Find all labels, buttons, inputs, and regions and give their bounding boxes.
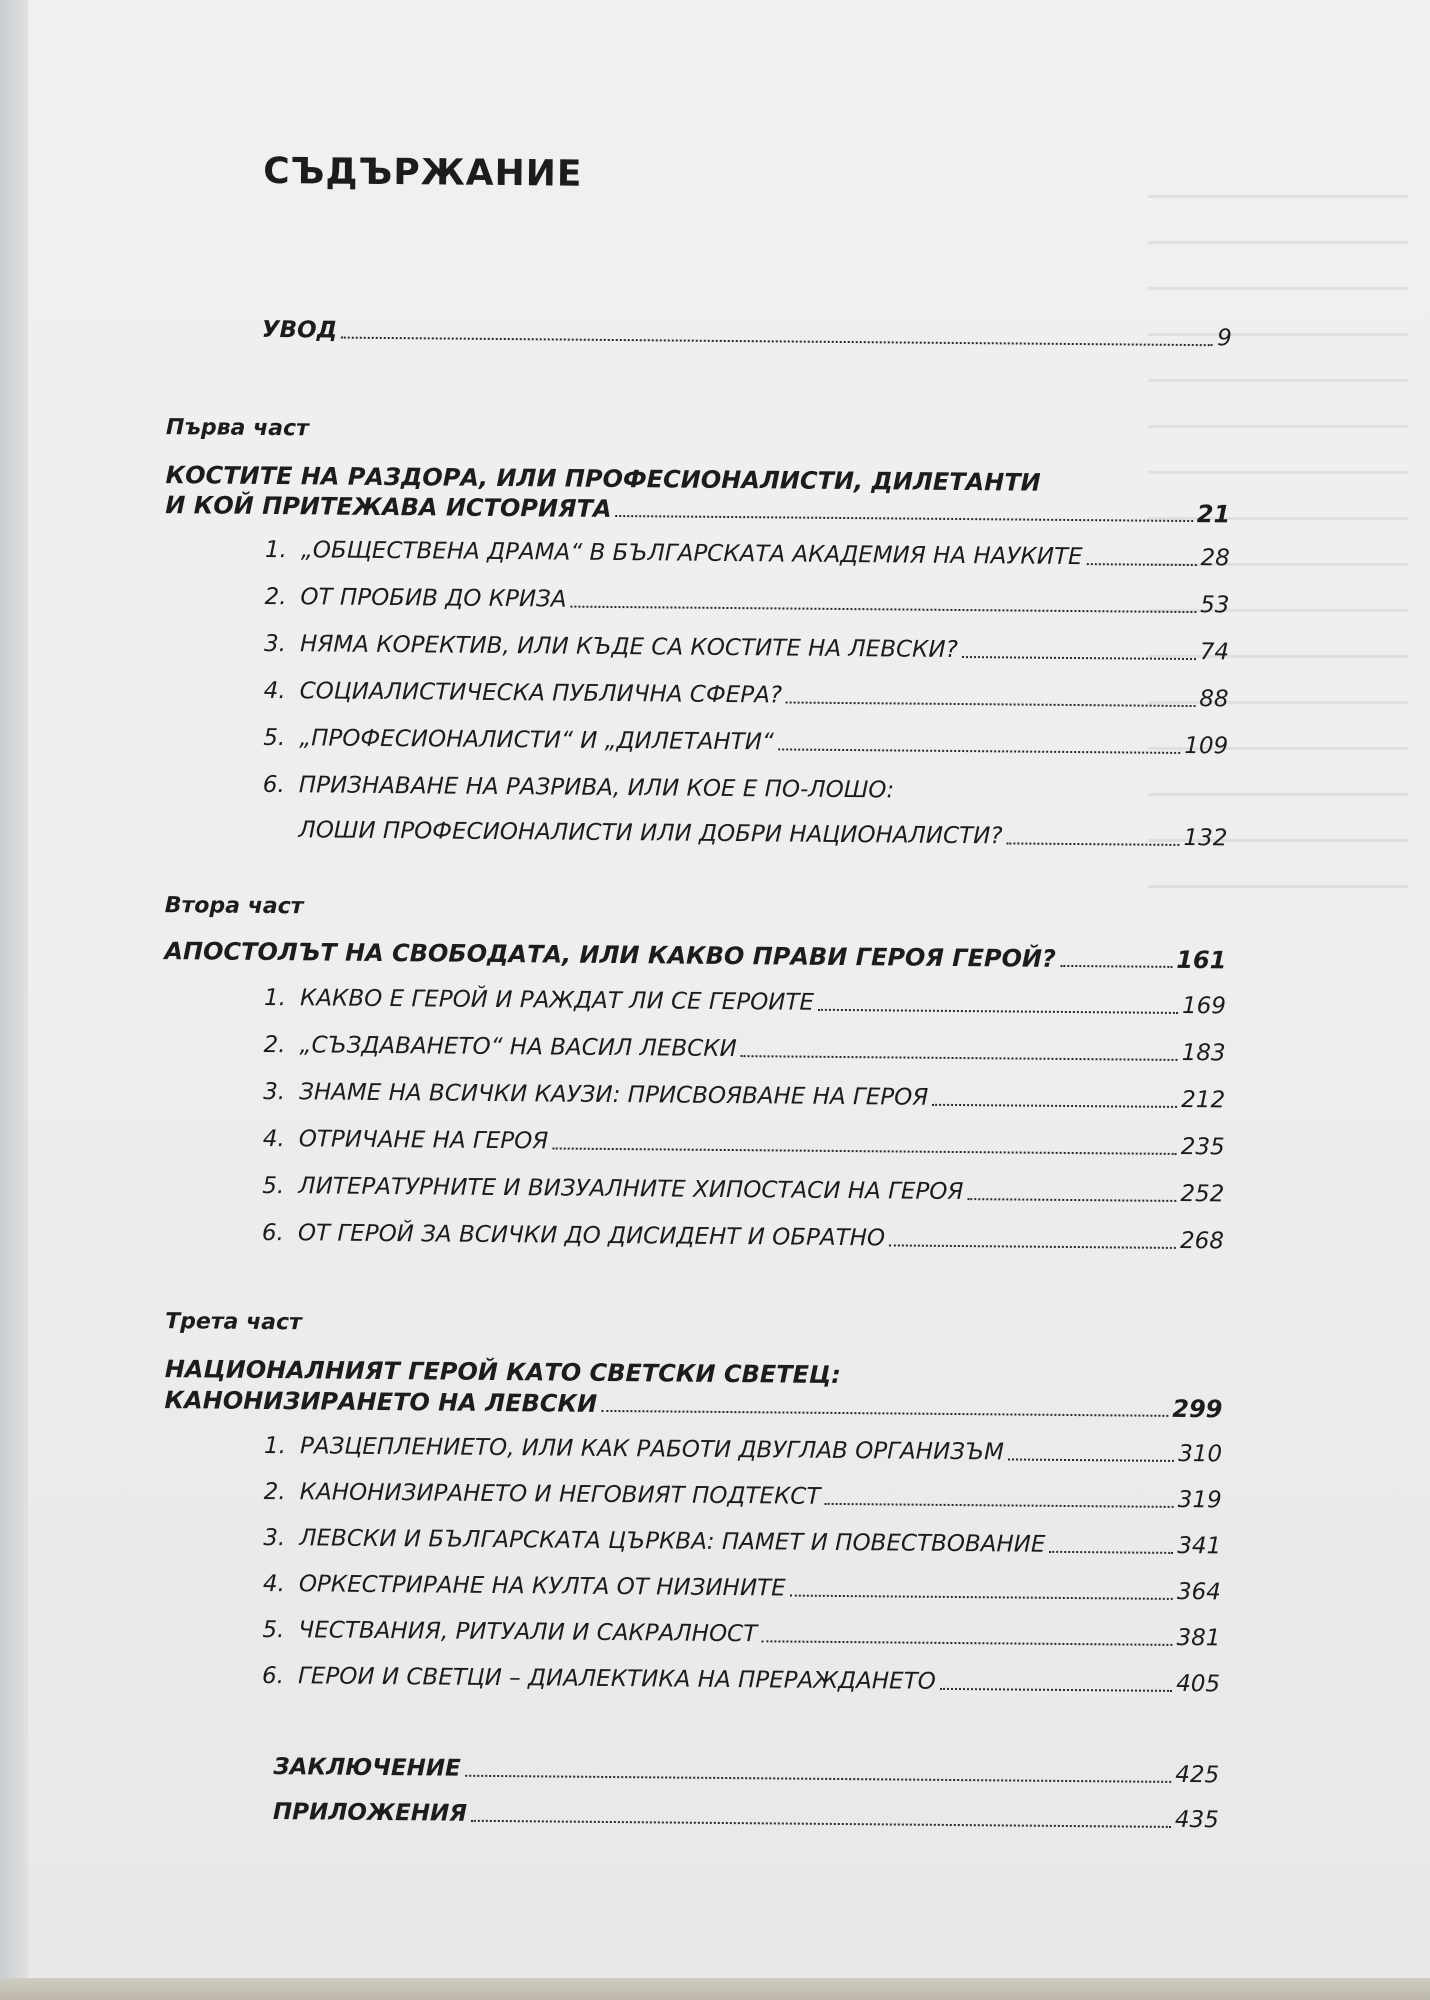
part-label-1: Първа част bbox=[165, 415, 309, 442]
toc-entry-part1 bbox=[165, 491, 1230, 528]
toc-chapter-2-3: 3. ЗНАМЕ НА ВСИЧКИ КАУЗИ: ПРИСВОЯВАНЕ НА ГЕРОЯ 212 bbox=[263, 1078, 1226, 1114]
page-title: СЪДЪРЖАНИЕ bbox=[263, 150, 583, 195]
toc-entry-label: УВОД bbox=[261, 316, 338, 344]
toc-chapter-1-4: 4. СОЦИАЛИСТИЧЕСКА ПУБЛИЧНА СФЕРА? 88 bbox=[263, 677, 1229, 713]
toc-chapter-3-6: 6. ГЕРОИ И СВЕТЦИ – ДИАЛЕКТИКА НА ПРЕРАЖДАНЕТО 405 bbox=[261, 1662, 1221, 1698]
leader-dots bbox=[601, 1410, 1168, 1417]
toc-chapter-3-4: 4. ОРКЕСТРИРАНЕ НА КУЛТА ОТ НИЗИНИТЕ 364 bbox=[262, 1570, 1221, 1606]
part-label-2: Втора част bbox=[164, 893, 304, 920]
toc-page-number: 9 bbox=[1217, 325, 1232, 352]
toc-chapter-2-2: 2. „СЪЗДАВАНЕТО“ НА ВАСИЛ ЛЕВСКИ 183 bbox=[263, 1031, 1226, 1067]
toc-chapter-1-5: 5. „ПРОФЕСИОНАЛИСТИ“ И „ДИЛЕТАНТИ“ 109 bbox=[263, 724, 1229, 760]
toc-entry-part3 bbox=[164, 1386, 1222, 1423]
leader-dots bbox=[615, 515, 1192, 522]
toc-entry-conclusion: ЗАКЛЮЧЕНИЕ 425 bbox=[273, 1754, 1220, 1789]
book-page bbox=[28, 0, 1430, 1978]
part-title-1-line2: И КОЙ ПРИТЕЖАВА ИСТОРИЯТА bbox=[165, 491, 612, 523]
table-of-contents bbox=[19, 0, 1430, 1984]
toc-chapter-2-4: 4. ОТРИЧАНЕ НА ГЕРОЯ 235 bbox=[262, 1125, 1225, 1161]
leader-dots bbox=[465, 1775, 1172, 1783]
toc-chapter-2-6: 6. ОТ ГЕРОЙ ЗА ВСИЧКИ ДО ДИСИДЕНТ И ОБРАТНО 268 bbox=[261, 1219, 1225, 1255]
leader-dots bbox=[341, 337, 1213, 347]
toc-chapter-1-6-line2: ЛОШИ ПРОФЕСИОНАЛИСТИ ИЛИ ДОБРИ НАЦИОНАЛИСТИ? 132 bbox=[298, 817, 1228, 852]
toc-entry-appendices: ПРИЛОЖЕНИЯ 435 bbox=[272, 1799, 1219, 1834]
toc-chapter-1-1: 1. „ОБЩЕСТВЕНА ДРАМА“ В БЪЛГАРСКАТА АКАДЕМИЯ НА НАУКИТЕ 28 bbox=[264, 536, 1230, 572]
toc-chapter-3-5: 5. ЧЕСТВАНИЯ, РИТУАЛИ И САКРАЛНОСТ 381 bbox=[262, 1616, 1221, 1652]
toc-chapter-1-2: 2. ОТ ПРОБИВ ДО КРИЗА 53 bbox=[264, 583, 1230, 619]
page-bottom-edge bbox=[0, 1978, 1430, 2000]
toc-chapter-3-1: 1. РАЗЦЕПЛЕНИЕТО, ИЛИ КАК РАБОТИ ДВУГЛАВ ОРГАНИЗЪМ 310 bbox=[263, 1432, 1223, 1468]
part-title-3-line1: НАЦИОНАЛНИЯТ ГЕРОЙ КАТО СВЕТСКИ СВЕТЕЦ: bbox=[164, 1355, 841, 1389]
toc-chapter-1-3: 3. НЯМА КОРЕКТИВ, ИЛИ КЪДЕ СА КОСТИТЕ НА ЛЕВСКИ? 74 bbox=[263, 630, 1230, 666]
part-title-1-line1: КОСТИТЕ НА РАЗДОРА, ИЛИ ПРОФЕСИОНАЛИСТИ, ДИЛЕТАНТИ bbox=[165, 461, 1041, 497]
toc-chapter-3-3: 3. ЛЕВСКИ И БЪЛГАРСКАТА ЦЪРКВА: ПАМЕТ И ПОВЕСТВОВАНИЕ 341 bbox=[263, 1524, 1222, 1560]
leader-dots bbox=[1060, 965, 1172, 968]
part-label-3: Трета част bbox=[165, 1309, 302, 1336]
toc-chapter-2-1: 1. КАКВО Е ГЕРОЙ И РАЖДАТ ЛИ СЕ ГЕРОИТЕ 169 bbox=[263, 984, 1227, 1020]
toc-chapter-3-2: 2. КАНОНИЗИРАНЕТО И НЕГОВИЯТ ПОДТЕКСТ 319 bbox=[263, 1478, 1222, 1514]
toc-entry-part2 bbox=[164, 937, 1226, 974]
toc-page-number: 21 bbox=[1196, 500, 1231, 529]
part-title-3-line2: КАНОНИЗИРАНЕТО НА ЛЕВСКИ bbox=[164, 1386, 598, 1418]
toc-chapter-1-6-line1: 6. ПРИЗНАВАНЕ НА РАЗРИВА, ИЛИ КОЕ Е ПО-ЛОШО: bbox=[262, 771, 895, 804]
toc-entry-intro bbox=[262, 316, 1232, 352]
leader-dots bbox=[471, 1820, 1171, 1828]
toc-page-number: 161 bbox=[1176, 945, 1227, 975]
toc-page-number: 299 bbox=[1172, 1394, 1223, 1424]
part-title-2: АПОСТОЛЪТ НА СВОБОДАТА, ИЛИ КАКВО ПРАВИ ГЕРОЯ ГЕРОЙ? bbox=[164, 937, 1057, 973]
toc-chapter-2-5: 5. ЛИТЕРАТУРНИТЕ И ВИЗУАЛНИТЕ ХИПОСТАСИ НА ГЕРОЯ 252 bbox=[262, 1172, 1225, 1208]
